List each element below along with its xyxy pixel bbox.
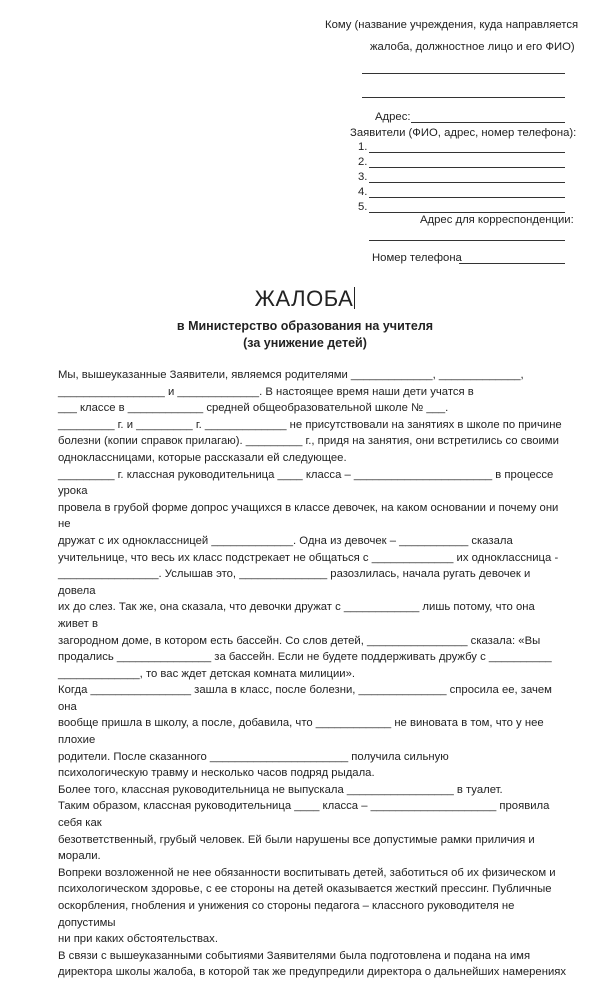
body-line: загородном доме, в котором есть бассейн. Со слов детей, ________________ сказала: «Вы	[58, 634, 541, 647]
body-line: _________ г. и _________ г. _____________ не присутствовали на занятиях в школе по причине	[58, 418, 562, 431]
body-line: Таким образом, классная руководительница ____ класса – ____________________ проявила себя как	[58, 800, 550, 830]
correspondence-blank-line	[369, 240, 565, 241]
body-line: ___ классе в ____________ средней общеобразовательной школе № ___.	[58, 402, 449, 415]
applicants-label: Заявители (ФИО, адрес, номер телефона):	[350, 127, 577, 139]
body-line: Более того, классная руководительница не выпускала _________________ в туалет.	[58, 783, 503, 796]
body-line: болезни (копии справок прилагаю). _________ г., придя на занятия, они встретились со своими	[58, 435, 559, 448]
address-blank-line	[411, 122, 565, 123]
applicant-number: 5.	[358, 201, 368, 213]
recipient-blank-line	[362, 97, 565, 98]
text-cursor	[354, 287, 355, 309]
complaint-body	[58, 367, 568, 981]
body-line: _________________ и _____________. В настоящее время наши дети учатся в	[58, 385, 474, 398]
body-line: Мы, вышеуказанные Заявители, являемся родителями _____________, _____________,	[58, 369, 524, 381]
body-line: директора школы жалоба, в которой так же предупредили директора о дальнейших намерениях	[58, 966, 567, 979]
document-subtitle-reason: (за унижение детей)	[243, 336, 367, 350]
body-line: В связи с вышеуказанными событиями Заявителями была подготовлена и подана на имя	[58, 949, 531, 962]
phone-blank-line	[459, 263, 565, 264]
body-line: родители. После сказанного ______________________ получила сильную	[58, 750, 449, 763]
body-line: оскорбления, гнобления и унижения со стороны педагога – классного руководителя не допустимы	[58, 900, 515, 929]
address-label: Адрес:	[375, 111, 411, 123]
body-line: психологическом здоровье, с ее стороны на детей оказывается жесткий прессинг. Публичные	[58, 883, 552, 896]
applicant-blank-line	[369, 197, 565, 198]
body-line: провела в грубой форме допрос учащихся в классе девочек, на каком основании и почему они не	[58, 501, 559, 531]
body-line: психологическую травму и несколько часов подряд рыдала.	[58, 767, 375, 780]
body-line: учительнице, что весь их класс подстрекает не общаться с _____________ их одноклассница -	[58, 551, 559, 564]
body-line: _________ г. классная руководительница ____ класса – ______________________ в процессе урока	[58, 468, 554, 498]
document-title-text: ЖАЛОБА	[254, 286, 354, 311]
body-line: вообще пришла в школу, а после, добавила, что ____________ не виновата в том, что у нее плохие	[58, 717, 544, 747]
body-line: _____________, то вас ждет детская комната милиции».	[58, 667, 356, 680]
applicant-number: 4.	[358, 186, 368, 198]
recipient-label-line1: Кому (название учреждения, куда направляется	[325, 19, 579, 31]
body-line: Вопреки возложенной не нее обязанности воспитывать детей, заботиться об их физическом и	[58, 866, 556, 879]
phone-label: Номер телефона	[372, 252, 462, 264]
body-line: продались _______________ за бассейн. Если не будете поддерживать дружбу с __________	[58, 651, 552, 664]
body-line: их до слез. Так же, она сказала, что девочки дружат с ____________ лишь потому, что она живет в	[58, 601, 535, 630]
applicant-number: 3.	[358, 171, 368, 183]
applicant-blank-line	[369, 152, 565, 153]
body-line: Когда ________________ зашла в класс, после болезни, ______________ спросила ее, зачем она	[58, 684, 552, 713]
body-line: одноклассницами, которые рассказали ей следующее.	[58, 451, 347, 464]
applicant-number: 2.	[358, 156, 368, 168]
body-line: дружат с их одноклассницей _____________. Одна из девочек – ___________ сказала	[58, 534, 513, 547]
correspondence-label: Адрес для корреспонденции:	[420, 214, 574, 226]
applicant-blank-line	[369, 167, 565, 168]
recipient-blank-line	[362, 73, 565, 74]
applicant-blank-line	[369, 182, 565, 183]
applicant-number: 1.	[358, 141, 368, 153]
body-line: ________________. Услышав это, ______________ разозлилась, начала ругать девочек и довела	[58, 568, 531, 597]
recipient-label-line2: жалоба, должностное лицо и его ФИО)	[370, 41, 575, 53]
document-subtitle: в Министерство образования на учителя	[176, 319, 434, 333]
body-line: безответственный, грубый человек. Ей были нарушены все допустимые рамки приличия и морали.	[58, 833, 535, 863]
document-title	[0, 286, 610, 312]
body-line: ни при каких обстоятельствах.	[58, 933, 218, 946]
